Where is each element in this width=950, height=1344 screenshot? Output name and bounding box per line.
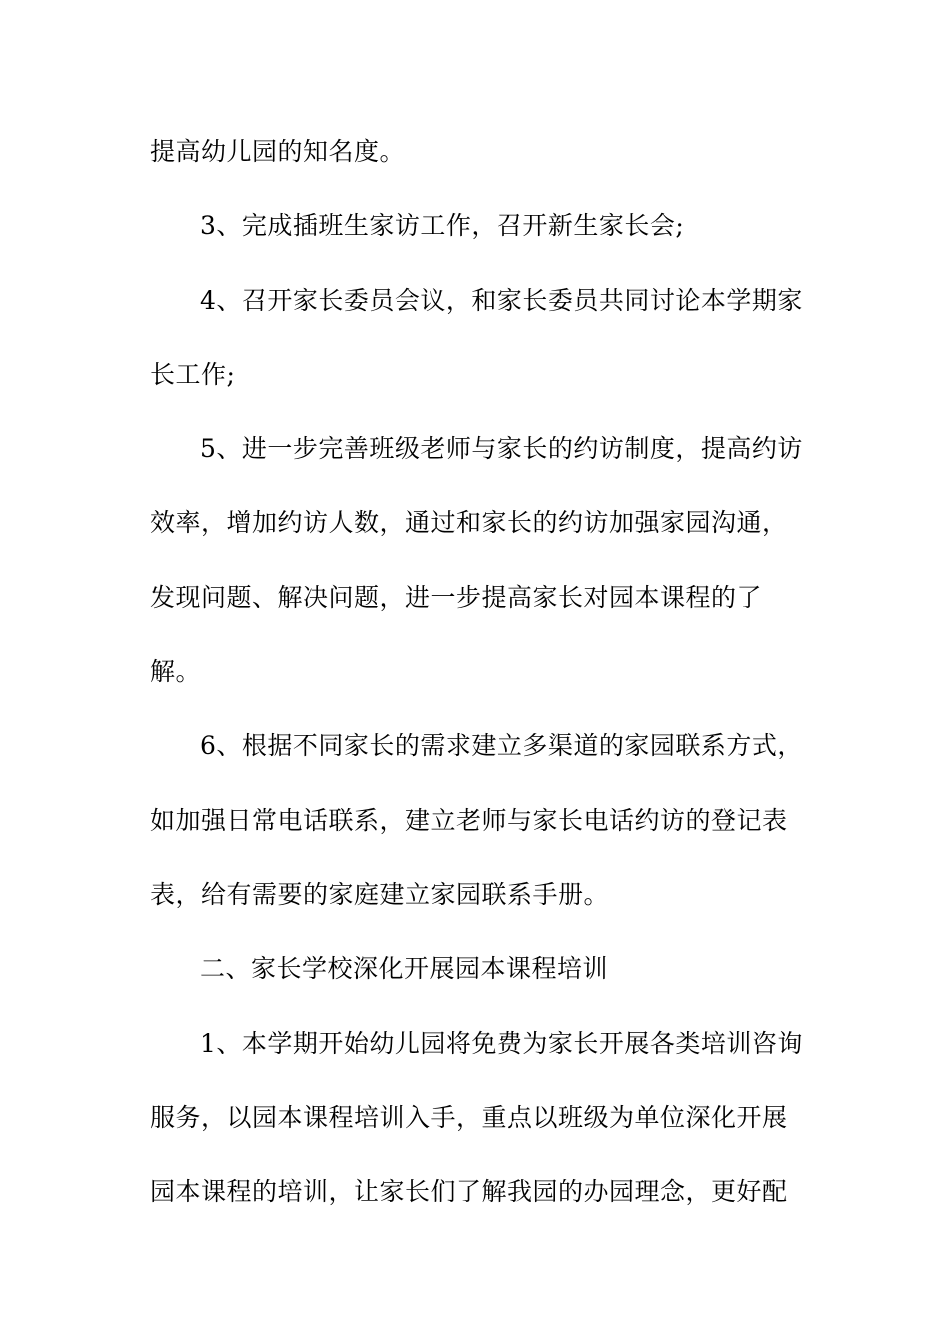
text-line: 发现问题、解决问题，进一步提高家长对园本课程的了 xyxy=(150,583,763,612)
list-item-6: 6、根据不同家长的需求建立多渠道的家园联系方式， xyxy=(200,731,803,760)
text-line: 表，给有需要的家庭建立家园联系手册。 xyxy=(150,880,610,909)
text-line: 服务，以园本课程培训入手，重点以班级为单位深化开展 xyxy=(150,1103,788,1132)
list-item-1: 1、本学期开始幼儿园将免费为家长开展各类培训咨询 xyxy=(200,1029,803,1058)
list-item-5: 5、进一步完善班级老师与家长的约访制度，提高约访 xyxy=(200,434,803,463)
text-line: 长工作; xyxy=(150,360,236,389)
text-line: 园本课程的培训，让家长们了解我园的办园理念，更好配 xyxy=(150,1177,788,1206)
text-line: 提高幼儿园的知名度。 xyxy=(150,137,406,166)
text-line: 解。 xyxy=(150,657,202,686)
text-line: 效率，增加约访人数，通过和家长的约访加强家园沟通， xyxy=(150,508,788,537)
list-item-4: 4、召开家长委员会议，和家长委员共同讨论本学期家 xyxy=(200,286,803,315)
list-item-3: 3、完成插班生家访工作，召开新生家长会; xyxy=(200,211,685,240)
text-line: 如加强日常电话联系，建立老师与家长电话约访的登记表 xyxy=(150,806,788,835)
section-heading: 二、家长学校深化开展园本课程培训 xyxy=(200,954,609,983)
